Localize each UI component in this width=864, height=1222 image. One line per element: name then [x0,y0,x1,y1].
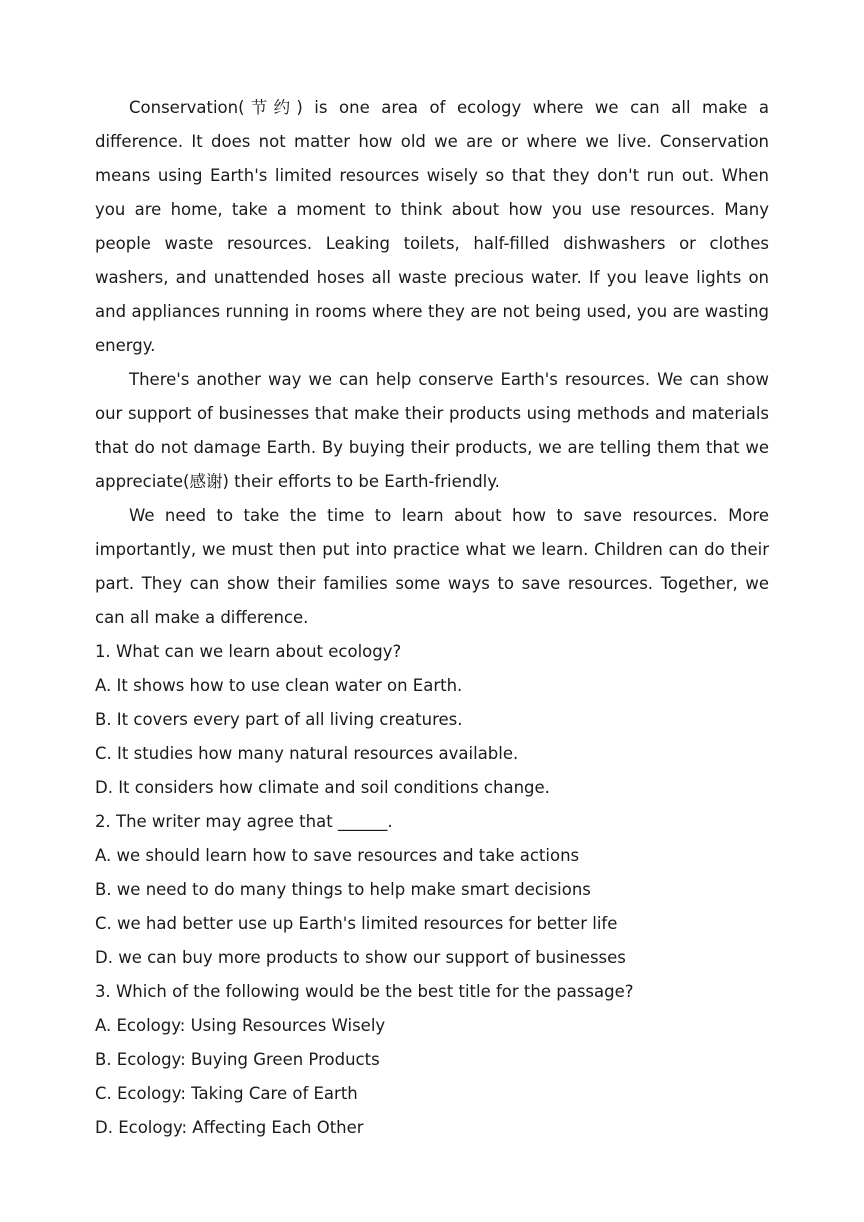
answer-option-c: C. It studies how many natural resources available. [95,744,519,763]
answer-option-a: A. we should learn how to save resources and take actions [95,846,580,865]
question-stem: 1. What can we learn about ecology? [95,642,402,661]
answer-option-b: B. we need to do many things to help make smart decisions [95,880,591,899]
document-page [95,91,769,1145]
passage-paragraph-1: Conservation(节约) is one area of ecology where we can all make a difference. It does not matter how old we are or where we live. Conservation means using Earth's limited resources wisely so that they don't run out. When you are home, take a moment to think about how you use resources. Many people waste resources. Leaking toilets, half-filled dishwashers or clothes washers, and unattended hoses all waste precious water. If you leave lights on and appliances running in rooms where they are not being used, you are wasting energy. [95,98,769,355]
passage-paragraph-3: We need to take the time to learn about how to save resources. More importantly, we must then put into practice what we learn. Children can do their part. They can show their families some ways to save resources. Together, we can all make a difference. [95,506,769,627]
question-stem: 3. Which of the following would be the best title for the passage? [95,982,634,1001]
answer-option-b: B. It covers every part of all living creatures. [95,710,463,729]
question-1 [95,635,769,805]
answer-option-c: C. Ecology: Taking Care of Earth [95,1084,358,1103]
question-3 [95,975,769,1145]
answer-option-d: D. Ecology: Affecting Each Other [95,1118,364,1137]
reading-passage [95,91,769,635]
answer-option-d: D. we can buy more products to show our support of businesses [95,948,626,967]
answer-option-d: D. It considers how climate and soil conditions change. [95,778,550,797]
question-stem: 2. The writer may agree that ______. [95,812,393,831]
question-2 [95,805,769,975]
answer-option-b: B. Ecology: Buying Green Products [95,1050,380,1069]
answer-option-a: A. It shows how to use clean water on Earth. [95,676,463,695]
passage-paragraph-2: There's another way we can help conserve Earth's resources. We can show our support of businesses that make their products using methods and materials that do not damage Earth. By buying their products, we are telling them that we appreciate(感谢) their efforts to be Earth-friendly. [95,370,769,491]
answer-option-c: C. we had better use up Earth's limited resources for better life [95,914,618,933]
answer-option-a: A. Ecology: Using Resources Wisely [95,1016,386,1035]
